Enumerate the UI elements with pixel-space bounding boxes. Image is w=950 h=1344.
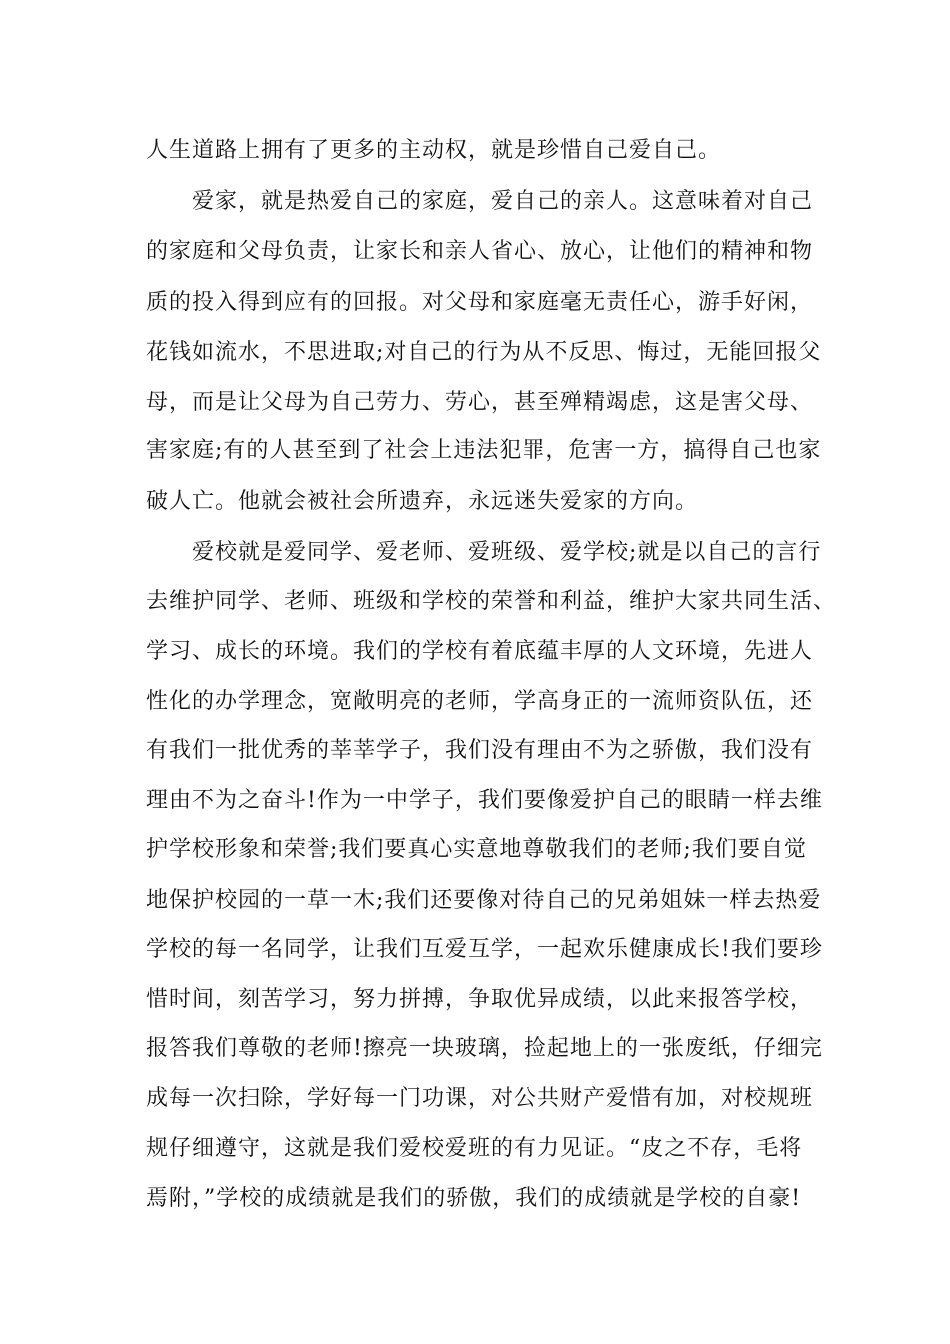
text-line: 学习、成长的环境。我们的学校有着底蕴丰厚的人文环境，先进人 bbox=[146, 639, 814, 664]
text-line: 去维护同学、老师、班级和学校的荣誉和利益，维护大家共同生活、 bbox=[146, 589, 837, 614]
text-line: 报答我们尊敬的老师!擦亮一块玻璃，捡起地上的一张废纸，仔细完 bbox=[146, 1036, 823, 1061]
paragraph-start-line: 爱校就是爱同学、爱老师、爱班级、爱学校;就是以自己的言行 bbox=[192, 540, 822, 565]
text-line: 地保护校园的一草一木;我们还要像对待自己的兄弟姐妹一样去热爱 bbox=[146, 888, 822, 913]
text-line: 的家庭和父母负责，让家长和亲人省心、放心，让他们的精神和物 bbox=[146, 239, 814, 264]
text-line: 规仔细遵守，这就是我们爱校爱班的有力见证。“皮之不存，毛将 bbox=[146, 1136, 803, 1161]
text-line: 质的投入得到应有的回报。对父母和家庭毫无责任心，游手好闲， bbox=[146, 290, 814, 315]
text-line: 惜时间，刻苦学习，努力拼搏，争取优异成绩，以此来报答学校， bbox=[146, 987, 814, 1012]
text-line: 成每一次扫除，学好每一门功课，对公共财产爱惜有加，对校规班 bbox=[146, 1086, 814, 1111]
text-line: 人生道路上拥有了更多的主动权，就是珍惜自己爱自己。 bbox=[146, 138, 722, 163]
text-line: 性化的办学理念，宽敞明亮的老师，学高身正的一流师资队伍，还 bbox=[146, 689, 814, 714]
text-line: 害家庭;有的人甚至到了社会上违法犯罪，危害一方，搞得自己也家 bbox=[146, 438, 822, 463]
text-line: 护学校形象和荣誉;我们要真心实意地尊敬我们的老师;我们要自觉 bbox=[146, 837, 807, 862]
text-line: 破人亡。他就会被社会所遗弃，永远迷失爱家的方向。 bbox=[146, 489, 699, 514]
paragraph-start-line: 爱家，就是热爱自己的家庭，爱自己的亲人。这意味着对自己 bbox=[192, 189, 814, 214]
text-line: 花钱如流水，不思进取;对自己的行为从不反思、悔过，无能回报父 bbox=[146, 340, 822, 365]
text-line: 焉附，”学校的成绩就是我们的骄傲，我们的成绩就是学校的自豪! bbox=[146, 1186, 802, 1211]
text-line: 母，而是让父母为自己劳力、劳心，甚至殚精竭虑，这是害父母、 bbox=[146, 390, 814, 415]
text-line: 有我们一批优秀的莘莘学子，我们没有理由不为之骄傲，我们没有 bbox=[146, 738, 814, 763]
text-line: 学校的每一名同学，让我们互爱互学，一起欢乐健康成长!我们要珍 bbox=[146, 937, 823, 962]
text-line: 理由不为之奋斗!作为一中学子，我们要像爱护自己的眼睛一样去维 bbox=[146, 788, 823, 813]
